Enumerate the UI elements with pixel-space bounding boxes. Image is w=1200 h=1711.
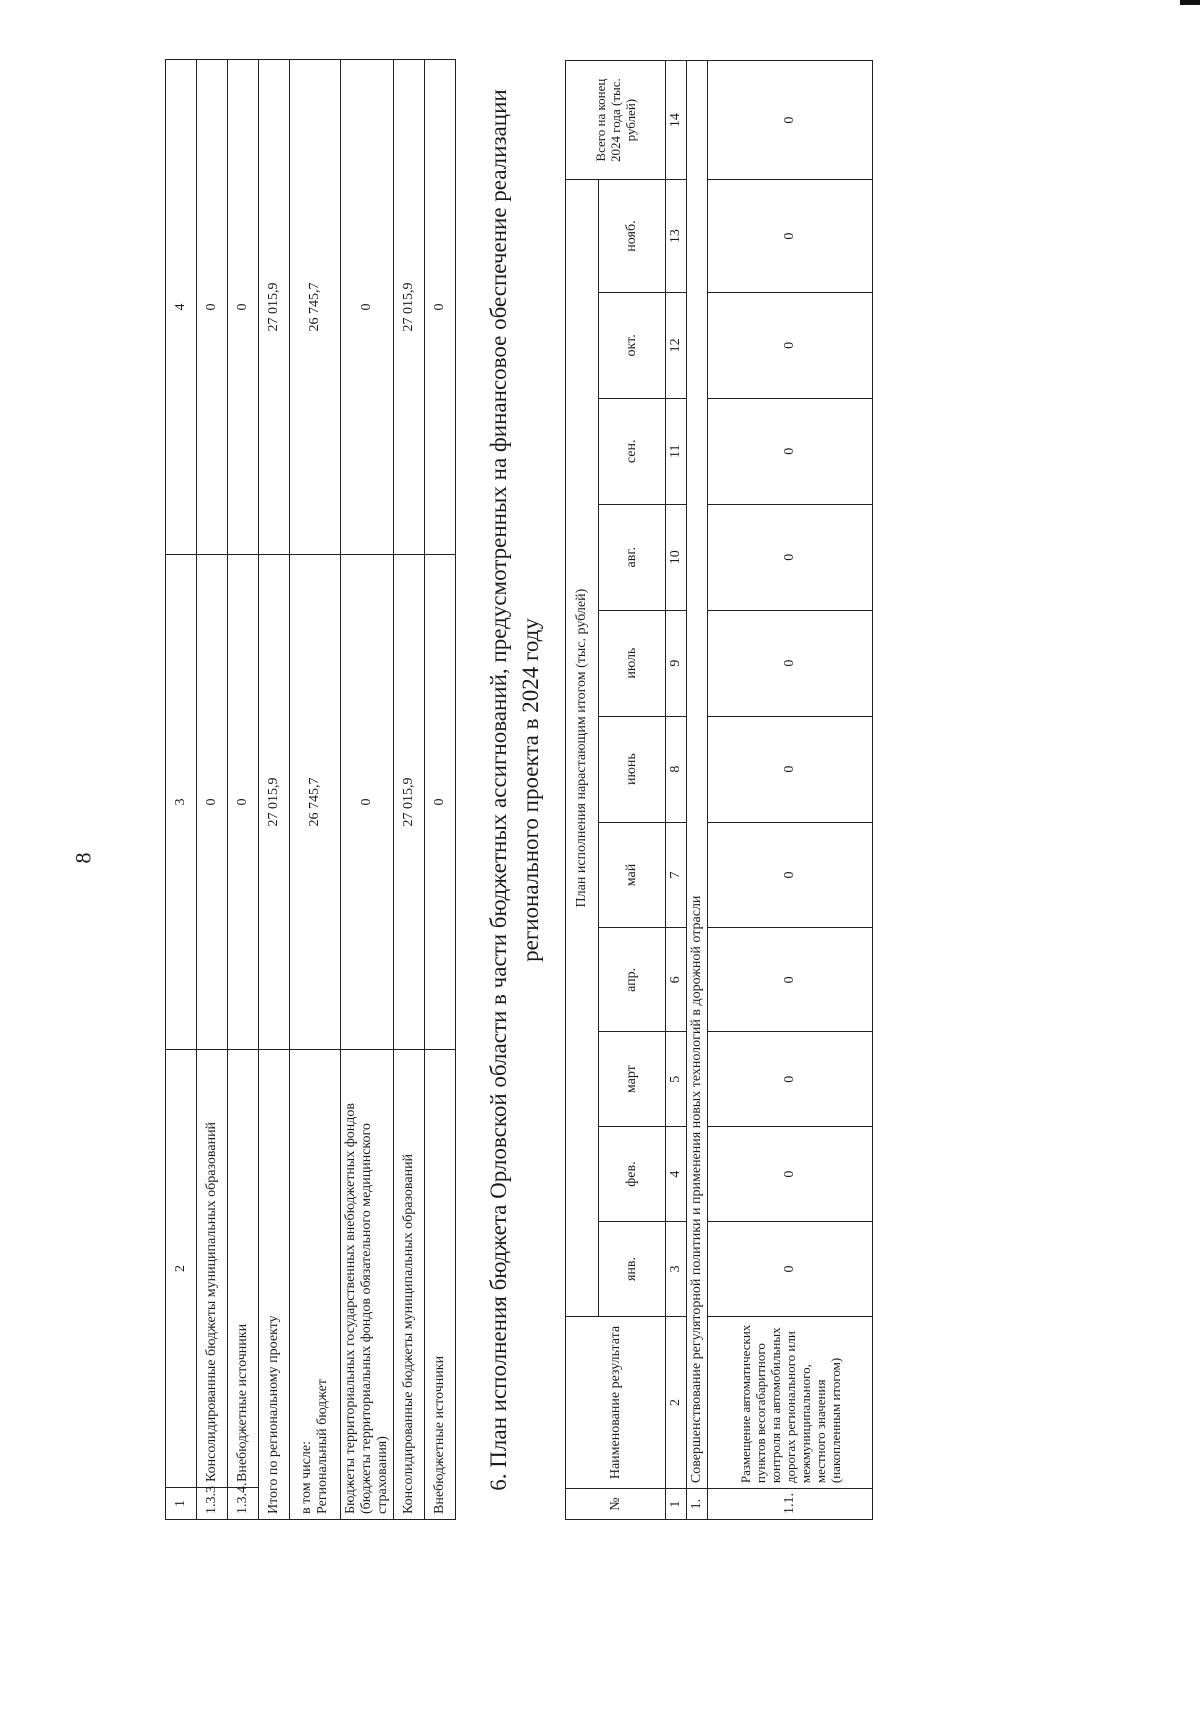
result-code: 1.1.: [708, 1489, 873, 1520]
column-number: 11: [666, 398, 687, 504]
section-row: [687, 61, 708, 1520]
table-header-row: [166, 60, 197, 1520]
month-header: авг.: [599, 504, 666, 610]
column-number: 14: [666, 61, 687, 180]
table-row: [290, 60, 341, 1520]
month-header: фев.: [599, 1127, 666, 1222]
month-header: июнь: [599, 716, 666, 822]
row-name: [290, 1050, 341, 1520]
month-header: июль: [599, 610, 666, 716]
result-value: 0: [708, 504, 873, 610]
month-header: май: [599, 822, 666, 928]
row-value: 0: [197, 60, 228, 555]
month-header: нояб.: [599, 180, 666, 293]
result-name: Размещение автоматических пунктов весогабаритного контроля на автомобильных дорогах регионального или межмуниципального, местного значения (накопленным итогом): [708, 1316, 873, 1488]
row-value: 27 015,9: [394, 60, 425, 555]
section-text: Совершенствование регуляторной политики и применения новых технологий в дорожной отрасли: [687, 61, 708, 1489]
column-number: 2: [666, 1316, 687, 1488]
row-name-line: в том числе:: [299, 1441, 314, 1514]
row-value: 26 745,7: [290, 555, 341, 1050]
rotated-sheet: [165, 0, 1200, 1520]
column-number: 3: [666, 1222, 687, 1317]
months-row: [599, 61, 666, 1520]
row-value: 0: [425, 555, 456, 1050]
month-header: март: [599, 1032, 666, 1127]
col-name: Наименование результата: [566, 1316, 666, 1488]
month-header: сен.: [599, 398, 666, 504]
result-value: 0: [708, 1127, 873, 1222]
plan-header-row: [566, 61, 599, 1520]
column-number: 4: [666, 1127, 687, 1222]
table-row: [394, 60, 425, 1520]
header-cell: 1: [166, 1488, 197, 1520]
column-number: 8: [666, 716, 687, 822]
section-code: 1.: [687, 1489, 708, 1520]
column-number: 9: [666, 610, 687, 716]
row-value: 27 015,9: [259, 555, 290, 1050]
result-value: 0: [708, 398, 873, 504]
result-value: 0: [708, 928, 873, 1032]
month-header: апр.: [599, 928, 666, 1032]
col-plan: План исполнения нарастающим итогом (тыс. рублей): [566, 180, 599, 1317]
page-number: 8: [70, 852, 96, 864]
column-number: 1: [666, 1489, 687, 1520]
result-row: [708, 61, 873, 1520]
row-name: Внебюджетные источники: [425, 1050, 456, 1520]
result-value: 0: [708, 1032, 873, 1127]
col-total: Всего на конец 2024 года (тыс. рублей): [566, 61, 666, 180]
table-row: [197, 60, 228, 1520]
column-number: 12: [666, 292, 687, 398]
result-value: 0: [708, 716, 873, 822]
section-title: 6. План исполнения бюджета Орловской области в части бюджетных ассигнований, предусмотренных на финансовое обеспечение реализации регионального проекта в 2024 году: [486, 89, 543, 1491]
row-value: 0: [425, 60, 456, 555]
header-cell: 3: [166, 555, 197, 1050]
result-value: 0: [708, 610, 873, 716]
row-name: Итого по региональному проекту: [259, 1050, 290, 1520]
column-numbers-row: [666, 61, 687, 1520]
row-value: 0: [341, 60, 394, 555]
column-number: 6: [666, 928, 687, 1032]
row-code: 1.3.4.: [228, 1488, 259, 1520]
budget-plan-table: [565, 60, 873, 1520]
row-value: 27 015,9: [259, 60, 290, 555]
column-number: 7: [666, 822, 687, 928]
table-row: [425, 60, 456, 1520]
funding-table: [165, 59, 456, 1520]
row-value: 0: [228, 555, 259, 1050]
result-value: 0: [708, 61, 873, 180]
table-row: [228, 60, 259, 1520]
row-value: 26 745,7: [290, 60, 341, 555]
column-number: 10: [666, 504, 687, 610]
row-name: Консолидированные бюджеты муниципальных образований: [394, 1050, 425, 1520]
row-name-line: Региональный бюджет: [315, 1379, 330, 1514]
row-code: 1.3.3: [197, 1488, 228, 1520]
result-value: 0: [708, 822, 873, 928]
result-value: 0: [708, 292, 873, 398]
column-number: 13: [666, 180, 687, 293]
result-value: 0: [708, 1222, 873, 1317]
row-value: 0: [197, 555, 228, 1050]
header-cell: 4: [166, 60, 197, 555]
table-row: [259, 60, 290, 1520]
month-header: окт.: [599, 292, 666, 398]
column-number: 5: [666, 1032, 687, 1127]
result-value: 0: [708, 180, 873, 293]
row-value: 0: [341, 555, 394, 1050]
month-header: янв.: [599, 1222, 666, 1317]
row-name: Внебюджетные источники: [228, 1050, 259, 1488]
row-name: Консолидированные бюджеты муниципальных образований: [197, 1050, 228, 1488]
row-name: Бюджеты территориальных государственных внебюджетных фондов (бюджеты территориальных фондов обязательного медицинского страхования): [341, 1050, 394, 1520]
table-row: [341, 60, 394, 1520]
row-value: 27 015,9: [394, 555, 425, 1050]
header-cell: 2: [166, 1050, 197, 1488]
row-value: 0: [228, 60, 259, 555]
col-no: №: [566, 1489, 666, 1520]
